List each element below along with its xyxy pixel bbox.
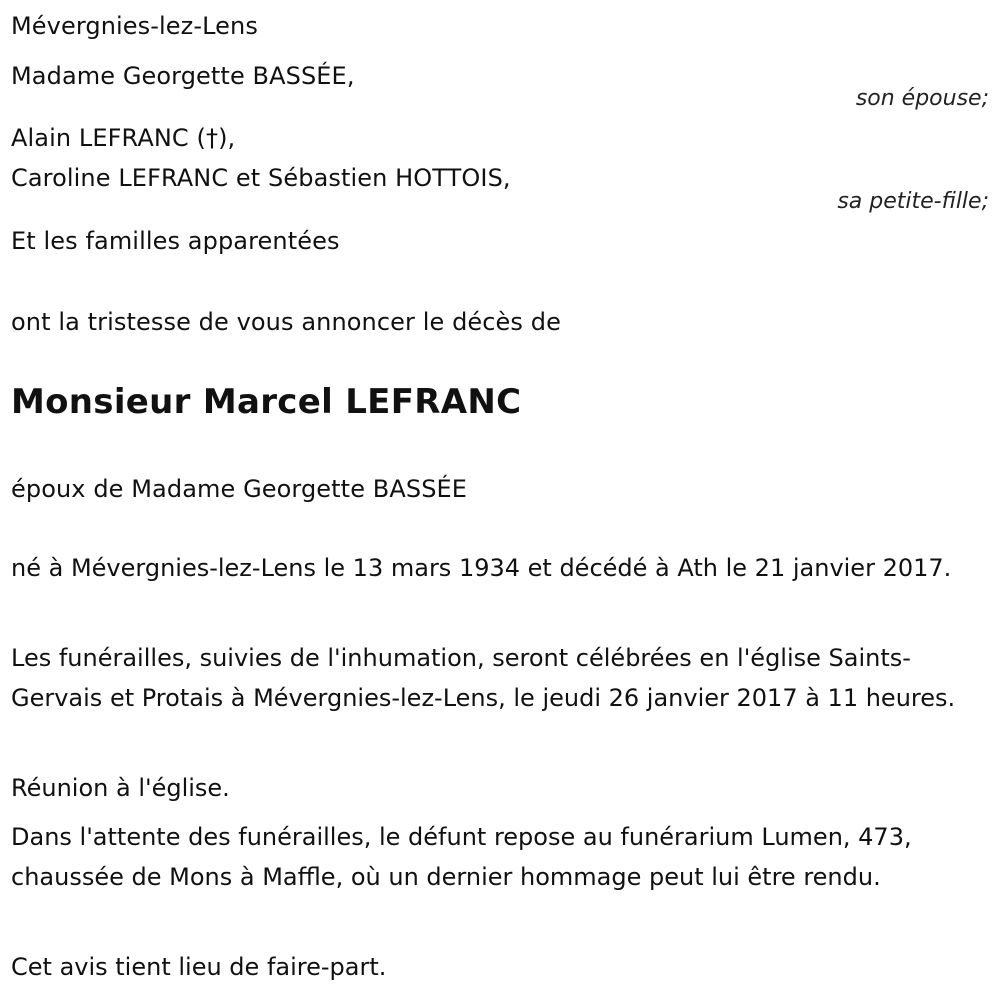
relation-granddaughter: sa petite-fille; [837, 189, 989, 214]
deceased-name: Monsieur Marcel LEFRANC [11, 382, 522, 422]
family-member-spouse: Madame Georgette BASSÉE, [11, 62, 355, 90]
family-related: Et les familles apparentées [11, 227, 340, 255]
closing-paragraph: Cet avis tient lieu de faire-part. [11, 953, 387, 981]
meeting-paragraph: Réunion à l'église. [11, 774, 230, 802]
town-heading: Mévergnies-lez-Lens [11, 12, 258, 40]
funerarium-paragraph: Dans l'attente des funérailles, le défunt repose au funérarium Lumen, 473, chaussée de Mons à Maffle, où un dernier hommage peut lui être rendu. [11, 823, 912, 891]
family-member-granddaughter: Caroline LEFRANC et Sébastien HOTTOIS, [11, 164, 511, 192]
family-member-son: Alain LEFRANC (†), [11, 124, 236, 152]
funeral-paragraph: Les funérailles, suivies de l'inhumation, seront célébrées en l'église Saints-Gervais et Protais à Mévergnies-lez-Lens, le jeudi 26 janvier 2017 à 11 heures. [11, 644, 956, 712]
announcement-text: ont la tristesse de vous annoncer le décès de [11, 308, 561, 336]
spouse-line: époux de Madame Georgette BASSÉE [11, 475, 468, 503]
birth-death-paragraph: né à Mévergnies-lez-Lens le 13 mars 1934 et décédé à Ath le 21 janvier 2017. [11, 554, 952, 582]
relation-spouse: son épouse; [855, 86, 989, 111]
